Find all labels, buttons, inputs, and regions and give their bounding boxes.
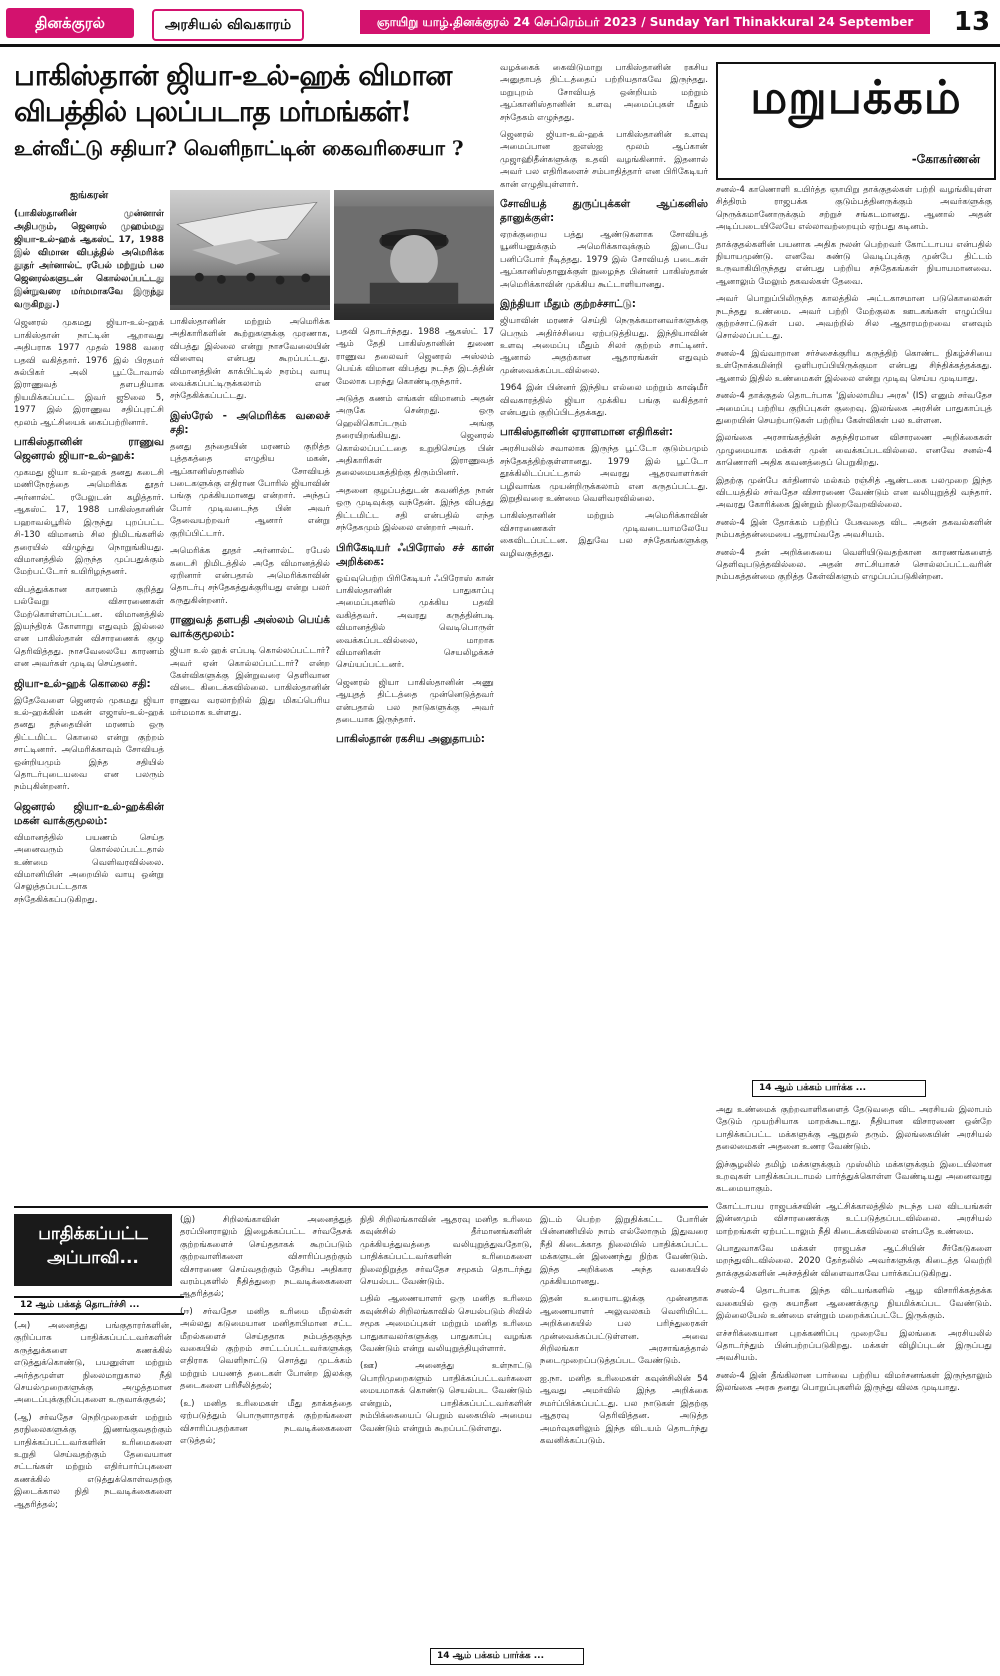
subheading: பாகிஸ்தானின் ஏராளமான எதிரிகள்: (500, 426, 673, 439)
bottom-column-3 (360, 1214, 532, 1644)
bottom-paragraph: (ஊ) அனைத்து உள்நாட்டு பொறிமுறைகளும் பாதிக்கப்பட்டவர்களை மையமாகக் கொண்டு செயல்பட வேண்டும் என்றும், பாதிக்கப்பட்டவர்களின் நம்பிக்கையைப் பெறும் வகையில் அமைய வேண்டும் என்றும் கூறப்பட்டுள்ளது. (360, 1361, 532, 1434)
opinion-paragraph: சனல்-4 தன் அறிக்கையை வெளியிடுவதற்கான காரணங்களைத் தெளிவுபடுத்தவில்லை. அதன் சாட்சியாகச் சொல்லப்பட்டவரின் நம்பகத்தன்மை குறித்த கேள்விகளும் எழுப்பப்படுகின்றன. (716, 547, 992, 583)
subheading: பாகிஸ்தான் ரகசிய அனுதாபம்: (336, 733, 486, 746)
article-column-4 (500, 62, 708, 1204)
headline-subtitle: உள்வீட்டு சதியா? வெளிநாட்டின் கைவரிசையா ? (14, 136, 464, 160)
continued-on-page-14-label: 14 ஆம் பக்கம் பார்க்க ... (752, 1080, 926, 1097)
article-paragraph: பாகிஸ்தானின் மற்றும் அமெரிக்க அதிகாரிகளின் கூற்றுகளுக்கு முரணாக, விபத்து இல்லை என்று நாசவேலையின் விளைவு என்பது கூறப்பட்டது. விமானத்தின் காக்பிட்டில் நரம்பு வாயு வைக்கப்பட்டிருக்கலாம் என சந்தேகிக்கப்பட்டது. (170, 317, 330, 402)
bottom-article-title-box (14, 1214, 172, 1286)
bottom-column-2 (180, 1214, 352, 1670)
article-paragraph: அதனை குழப்பத்துடன் கவனித்த நான் ஒரு முடிவுக்கு வந்தேன். இந்த விபத்து திட்டமிட்ட சதி என்பதில் எந்த சந்தேகமும் இல்லை என்றார் அவர். (336, 485, 494, 534)
bottom-paragraph: நிதி சிறிலங்காவின் ஆதரவு மனித உரிமை கவுன்சில் தீர்மானங்களின் முக்கியத்துவத்தை வலியுறுத்துவதோடு, பாதிக்கப்பட்டவர்களின் உரிமைகளை நிலைநிறுத்த சர்வதேச சமூகம் தொடர்ந்து செயல்பட வேண்டும். (360, 1215, 532, 1288)
opinion-paragraph: சனல்-4 காணொளி உயிர்த்த ஞாயிறு தாக்குதல்கள் பற்றி வழங்கியுள்ள சித்திரம் ராஜபக்க குடும்பத்தினருக்கும் அவர்களுக்கு நெருக்கமானோருக்கும் சற்றுச் சங்கடமானது. ஆனால் அதன் அடிப்படையிலேயே எல்லாவற்றையும் ஏற்பது கடினம். (716, 185, 992, 233)
continued-from-page-12-label: 12 ஆம் பக்கத் தொடர்ச்சி ... (14, 1296, 184, 1315)
subheading: ராணுவத் தளபதி அஸ்லம் பெய்க் வாக்குமூலம்: (170, 614, 330, 641)
article-paragraph: ஜெனரல் முகமது ஜியா-உல்-ஹக் பாகிஸ்தான் நாட்டின் ஆறாவது அதிபராக 1977 முதல் 1988 வரை பதவி வகித்தார். 1976 இல் பிரதமர் சுல்பிகர் அலி பூட்டோவால் இராணுவத் தளபதியாக நியமிக்கப்பட்ட இவர் ஜூலை 5, 1977 இல் இராணுவ சதிப்புரட்சி மூலம் ஆட்சியைக் கைப்பற்றினார். (14, 318, 164, 428)
article-paragraph: அரசியலில் சவாலாக இருந்த பூட்டோ குடும்பமும் சந்தேகத்திற்குள்ளானது. 1979 இல் பூட்டோ தூக்கிலிடப்பட்டதால் அவரது ஆதரவாளர்கள் பழிவாங்க முயன்றிருக்கலாம் என கருதப்பட்டது. இறுதிவரை உண்மை வெளிவரவில்லை. (500, 444, 708, 504)
opinion-paragraph: பொதுவாகவே மக்கள் ராஜபக்ச ஆட்சியின் சீர்கேடுகளை மறந்துவிடவில்லை. 2020 தேர்தலில் அவர்களுக்கு கிடைத்த வெற்றி தாக்குதல்களின் அச்சத்தின் விளைவாகவே பார்க்கப்படுகிறது. (716, 1244, 992, 1279)
header-rule (0, 44, 1000, 47)
bottom-paragraph: (அ) அனைத்து பங்குதாரர்களின், குறிப்பாக பாதிக்கப்பட்டவர்களின் கருத்துக்களை கணக்கில் எடுத்துக்கொண்டு, பயனுள்ள மற்றும் அர்த்தமுள்ள நிலைமாறுகால நீதி செயல்முறைகளுக்கு அழுத்தமான அடைப்புக்குறிப்புகளை உருவாக்குதல்; (14, 1321, 172, 1406)
bottom-paragraph: (ஈ) சர்வதேச மனித உரிமை மீறல்கள் அல்லது கடுமையான மனிதாபிமான சட்ட மீறல்களைச் செய்ததாக நம்பத்தகுந்த வகையில் குற்றம் சாட்டப்பட்டவர்களுக்கு எதிராக வெளிநாட்டு சொத்து முடக்கம் மற்றும் பயணத் தடைகள் போன்ற இலக்கு தடைகளை பரிசீலித்தல்; (180, 1306, 352, 1392)
article-paragraph: வழக்கைக் கைவிடுமாறு பாகிஸ்தானின் ரகசிய அனுதாபத் திட்டத்தைப் பற்றியதாகவே இருந்தது. மறுபுறம் சோவியத் ஒன்றியம் மற்றும் ஆப்கானிஸ்தானின் உளவு அமைப்புகள் மீதும் சந்தேகம் எழுந்தது. (500, 63, 708, 123)
article-paragraph: ஜெனரல் ஜியா-உல்-ஹக் பாகிஸ்தானின் உளவு அமைப்பான ஐஎஸ்ஐ மூலம் ஆப்கான் முஜாஹிதீன்களுக்கு உதவி வழங்கினார். இதனால் அவர் பல எதிரிகளைச் சம்பாதித்தார் என பிரிகேடியர் கான் எழுதியுள்ளார். (500, 130, 708, 190)
continued-on-page-14-label-bottom: 14 ஆம் பக்கம் பார்க்க ... (430, 1648, 584, 1665)
bottom-title-line-1: பாதிக்கப்பட்ட (38, 1224, 148, 1244)
general-portrait-photo (334, 190, 494, 320)
subheading: ஜியா-உல்-ஹக் கொலை சதி: (14, 677, 151, 690)
article-paragraph: 1964 இன் பின்னர் இந்திய எல்லை மற்றும் காஷ்மீர் விவகாரத்தில் ஜியா முக்கிய பங்கு வகித்தார் என்பதும் குறிப்பிடத்தக்கது. (500, 383, 708, 418)
bottom-paragraph: (ஆ) சர்வதேச நெறிமுறைகள் மற்றும் தரநிலைகளுக்கு இணங்குவதற்கும் பாதிக்கப்பட்டவர்களின் உரிமைகளை உறுதி செய்வதற்கும் தேவையான சட்டங்கள் மற்றும் எதிர்பார்ப்புகளை கணக்கில் எடுத்துக்கொள்வதற்கு இடைக்கால நிதி நடவடிக்கைகளை ஆதரித்தல்; (14, 1412, 172, 1510)
opinion-paragraph: சனல்-4 தாக்குதல் தொடர்பாக 'இஸ்லாமிய அரசு' (IS) எனும் சர்வதேச அமைப்பு பற்றிய குறிப்புகள் குறைவு. இலங்கை அரசின் பாதுகாப்புத் துறையின் செயற்பாடுகள் பற்றிய கேள்விகள் பல உள்ளன. (716, 391, 992, 426)
bottom-paragraph: (உ) மனித உரிமைகள் மீது தாக்கத்தை ஏற்படுத்தும் பொருளாதாரக் குற்றங்களை விசாரிப்பதற்கான நடவடிக்கைகளை எடுத்தல்; (180, 1398, 352, 1446)
article-intro: (பாகிஸ்தானின் முன்னாள் அதிபரும், ஜெனரல் முஹம்மது ஜியா-உல்-ஹக் ஆகஸ்ட் 17, 1988 இல் விமான விபத்தில் அமெரிக்க தூதர் அர்னால்ட் ரபேல் மற்றும் பல ஜெனரல்களுடன் கொல்லப்பட்டது இன்றுவரை மர்மமாகவே இருந்து வருகிறது.) (14, 209, 164, 311)
subheading: ஜெனரல் ஜியா-உல்-ஹக்கின் மகன் வாக்குமூலம்: (14, 800, 164, 827)
opinion-paragraph: சனல்-4 இன் தோக்கம் பற்றிப் பேசுவதை விட அதன் தகவல்களின் நம்பகத்தன்மையை ஆராய்வதே அவசியம். (716, 517, 992, 541)
article-paragraph: பாகிஸ்தானின் மற்றும் அமெரிக்காவின் விசாரணைகள் முடிவடையாமலேயே கைவிடப்பட்டன. இதுவே பல சந்தேகங்களுக்கு வழிவகுத்தது. (500, 511, 708, 559)
opinion-paragraph: சனல்-4 தொடர்பாக இந்த விடயங்களில் ஆழ விசாரிக்கத்தக்க வகையில் ஒரு சுயாதீன ஆணைக்குழு நியமிக்கப்பட வேண்டும். இல்லையேல் உண்மை என்றும் மறைக்கப்பட்டே இருக்கும். (716, 1286, 992, 1322)
column-author: -கோகர்ணன் (911, 152, 980, 166)
byline: ஐங்கரன் (69, 190, 109, 201)
opinion-paragraph: இதற்கு முன்பே கர்தினால் மல்கம் ரஞ்சித் ஆண்டகை பலமுறை இந்த விடயத்தில் சர்வதேச விசாரணை வேண்டும் என வலியுறுத்தி வந்தார். அவரது கோரிக்கை இன்றும் நிறைவேறவில்லை. (716, 475, 992, 511)
page-header (0, 0, 1000, 46)
article-paragraph: ஜெனரல் ஜியா பாகிஸ்தானின் அணு ஆயுதத் திட்டத்தை முன்னெடுத்தவர் என்பதால் பல நாடுகளுக்கு அவர் தடையாக இருந்தார். (336, 677, 494, 725)
bottom-paragraph: (இ) சிறிலங்காவின் அனைத்துத் தரப்பினராலும் இழைக்கப்பட்ட சர்வதேசக் குற்றங்களைச் செய்ததாகக் கூறப்படும் குற்றவாளிகளை விசாரிப்பதற்கும் விசாரணை செய்வதற்கும் தேசிய அதிகார வரம்புகளில் நீதித்துறை நடவடிக்கைகளை ஆதரித்தல்; (180, 1215, 352, 1300)
article-paragraph: ஜியா உல் ஹக் எப்படி கொல்லப்பட்டார்? அவர் ஏன் கொல்லப்பட்டார்? என்ற கேள்விகளுக்கு இன்றுவரை தெளிவான விடை கிடைக்கவில்லை. பாகிஸ்தானின் ராணுவ வரலாற்றில் இது மிகப்பெரிய மர்மமாக உள்ளது. (170, 646, 330, 719)
opinion-paragraph: சனல்-4 இவ்வாறான சர்ச்சைக்குரிய கருத்திற் கொண்ட நிகழ்ச்சியை உள்நோக்கமின்றி ஒளிபரப்பியிருக்குமா என்பது சிந்திக்கத்தக்கது. ஆனால் இதில் உண்மைகள் இல்லை என்று முடிவு செய்ய முடியாது. (716, 348, 992, 384)
section-label: அரசியல் விவகாரம் (152, 9, 304, 41)
article-paragraph: ஓய்வுபெற்ற பிரிகேடியர் ஃபிரோஸ் கான் பாகிஸ்தானின் பாதுகாப்பு அமைப்புகளில் முக்கிய பதவி வகித்தவர். அவரது கருத்தின்படி விமானத்தில் வெடிபொருள் வைக்கப்படவில்லை, மாறாக விமானிகள் செயலிழக்கச் செய்யப்பட்டனர். (336, 573, 494, 671)
dateline: ஞாயிறு யாழ்.தினக்குரல் 24 செப்ரெம்பர் 2023 / Sunday Yarl Thinakkural 24 September (360, 10, 930, 34)
page-number: 13 (953, 7, 991, 37)
article-paragraph: இதேவேளை ஜெனரல் முகமது ஜியா உல்-ஹக்கின் மகன் எஜாஸ்-உல்-ஹக் தனது தந்தையின் மரணம் ஒரு திட்டமிட்ட கொலை என்று குற்றம் சாட்டினார். அமெரிக்காவும் சோவியத் ஒன்றியமும் இந்த சதியில் தொடர்புடையவை என பலரும் நம்புகின்றனர். (14, 695, 164, 793)
bottom-section-rule (14, 1206, 708, 1208)
opinion-column-lower (716, 1104, 992, 1670)
bottom-paragraph: ஐ.நா. மனித உரிமைகள் கவுன்சிலின் 54 ஆவது அமர்வில் இந்த அறிக்கை சமர்ப்பிக்கப்பட்டது. பல நாடுகள் இதற்கு ஆதரவு தெரிவித்தன. அடுத்த அமர்வுகளிலும் இந்த விடயம் தொடர்ந்து கவனிக்கப்படும். (540, 1373, 708, 1446)
article-paragraph: அமெரிக்க தூதர் அர்னால்ட் ரபேல் கடைசி நிமிடத்தில் அதே விமானத்தில் ஏறினார் என்பதால் அமெரிக்காவின் தொடர்பு சந்தேகத்துக்குரியது என்று பலர் கருதுகின்றனர். (170, 546, 330, 606)
article-paragraph: ஜியாவின் மரணச் செய்தி நெருக்கமானவர்களுக்கு பெரும் அதிர்ச்சியை ஏற்படுத்தியது. இந்தியாவின் உளவு அமைப்பு மீதும் சிலர் குற்றம் சாட்டினர். ஆனால் அதற்கான ஆதாரங்கள் எதுவும் முன்வைக்கப்படவில்லை. (500, 316, 708, 376)
opinion-paragraph: அது உண்மைக் குற்றவாளிகளைத் தேடுவதை விட அரசியல் இலாபம் தேடும் முயற்சியாக மாறக்கூடாது. நீதியான விசாரணை ஒன்றே பாதிக்கப்பட்ட மக்களுக்கு ஆறுதல் தரும். இலங்கையின் அரசியல் தலைமைகள் அதனை உணர வேண்டும். (716, 1105, 992, 1153)
article-paragraph: தனது தந்தையின் மரணம் குறித்த புத்தகத்தை எழுதிய மகன், ஆப்கானிஸ்தானில் சோவியத் படைகளுக்கு எதிரான போரில் ஜியாவின் பங்கு முக்கியமானது என்றார். அந்தப் போர் முடிவடைந்த பின் அவர் தேவையற்றவர் ஆனார் என்று குறிப்பிட்டார். (170, 441, 330, 539)
subheading: சோவியத் துருப்புக்கள் ஆப்கனிஸ் தானுக்குள்: (500, 198, 708, 225)
article-paragraph: விபத்துக்கான காரணம் குறித்து பல்வேறு விசாரணைகள் மேற்கொள்ளப்பட்டன. விமானத்தில் இயந்திரக் கோளாறு எதுவும் இல்லை என பாகிஸ்தான் விசாரணைக் குழு தெரிவித்தது. நாசவேலையே காரணம் என அவர்கள் முடிவு செய்தனர். (14, 584, 164, 670)
bottom-paragraph: பதில் ஆணையாளர் ஒரு மனித உரிமை கவுன்சில் சிறிலங்காவில் செயல்படும் சிவில் சமூக அமைப்புகள் மற்றும் மனித உரிமை பாதுகாவலர்களுக்கு பாதுகாப்பு வழங்க வேண்டும் என்று வலியுறுத்தியுள்ளார். (360, 1294, 532, 1355)
article-paragraph: பதவி தொடர்ந்தது. 1988 ஆகஸ்ட் 17 ஆம் தேதி பாகிஸ்தானின் துணை ராணுவ தலைவர் ஜெனரல் அஸ்லம் பெய்க் விமான விபத்து நடந்த இடத்தின் மேலாக பறந்து கொண்டிருந்தார். (336, 327, 494, 387)
bottom-column-1 (14, 1320, 172, 1670)
opinion-paragraph: எச்சரிக்கையான புறக்கணிப்பு முறையே இலங்கை அரசியலில் தொடர்ந்தும் பின்பற்றப்படுகிறது. மக்கள் விழிப்புடன் இருப்பது அவசியம். (716, 1328, 992, 1364)
article-headline (14, 58, 494, 162)
headline-line-2: விபத்தில் புலப்படாத மர்மங்கள்! (14, 95, 412, 128)
bottom-column-4 (540, 1214, 708, 1670)
opinion-paragraph: இலங்கை அரசாங்கத்தின் சுதந்திரமான விசாரணை அறிக்கைகள் முழுமையாக மக்கள் முன் வைக்கப்படவில்லை. எனவே சனல்-4 காணொளி அதிக கவனத்தைப் பெறுகிறது. (716, 433, 992, 469)
opinion-paragraph: அவர் பொறுப்பிலிருந்த காலத்தில் அட்டகாசமான படுகொலைகள் நடந்தது உண்மை. அவர் பற்றி மேற்குலக ஊடகங்கள் எழுப்பிய குற்றச்சாட்டுகள் பல. அவற்றில் சில ஆதாரமற்றவை எனவும் சொல்லப்பட்டது. (716, 294, 992, 342)
masthead-logo: தினக்குரல் (6, 8, 134, 38)
bottom-title-line-2: அப்பாவி... (47, 1248, 139, 1268)
bottom-paragraph: இதன் உரையாடலுக்கு முன்னதாக ஆணையாளர் அலுவலகம் வெளியிட்ட அறிக்கையில் பல பரிந்துரைகள் முன்வைக்கப்பட்டுள்ளன. அவை சிறிலங்கா அரசாங்கத்தால் நடைமுறைப்படுத்தப்பட வேண்டும். (540, 1294, 708, 1367)
subheading: பாகிஸ்தானின் ராணுவ ஜெனரல் ஜியா-உல்-ஹக்: (14, 436, 164, 463)
opinion-column-upper (716, 184, 992, 1074)
article-paragraph: முகமது ஜியா உல்-ஹக் தனது கடைசி மணிநேரத்தை அமெரிக்க தூதர் அர்னால்ட் ரபேலுடன் கழித்தார். ஆகஸ்ட் 17, 1988 பாகிஸ்தானின் பஹாவல்பூரில் இருந்து புறப்பட்ட சி-130 விமானம் சில நிமிடங்களில் தரையில் விழுந்து நொறுங்கியது. விமானத்தில் இருந்த முப்பதுக்கும் மேற்பட்டோர் உயிரிழந்தனர். (14, 468, 164, 578)
opinion-paragraph: தாக்குதல்களின் பயனாக அதிக நலன் பெற்றவர் கோட்டாபய என்பதில் நியாயமுண்டு. எனவே சுண்டு வெடிப்புக்கு முன்பே திட்டம் உருவாகியிருந்தது என்பது பற்றிய சந்தேகங்கள் நியாயமானவை. ஆனாலும் மேலும் தகவல்கள் தேவை. (716, 239, 992, 287)
column-title: மறுபக்கம் (750, 70, 962, 124)
subheading: இஸ்ரேல் - அமெரிக்க வலைச் சதி: (170, 409, 330, 436)
subheading: பிரிகேடியர் ஃபிரோஸ் சச் கான் அறிக்கை: (336, 541, 494, 568)
article-column-2 (170, 316, 330, 1200)
article-paragraph: அடுத்த கணம் எங்கள் விமானம் அதன் அருகே சென்றது. ஒரு ஹெலிகொப்டரும் அங்கு தரையிறங்கியது. ஜெனரல் கொல்லப்பட்டதை உறுதிசெய்த பின் அதிகாரிகள் இராணுவத் தலைமையகத்திற்கு திரும்பினர். (336, 394, 494, 479)
article-paragraph: ஏறக்குறைய பத்து ஆண்டுகளாக சோவியத் யூனியனுக்கும் அமெரிக்காவுக்கும் இடையே பனிப்போர் நீடித்தது. 1979 இல் சோவியத் படைகள் ஆப்கானிஸ்தானுக்குள் நுழைந்த பின்னர் பாகிஸ்தான் அமெரிக்காவின் முக்கிய கூட்டாளியானது. (500, 230, 708, 290)
opinion-paragraph: இச்சூழலில் தமிழ் மக்களுக்கும் முஸ்லிம் மக்களுக்கும் இடையிலான உறவுகள் பாதிக்கப்படாமல் பார்த்துக்கொள்ள வேண்டியது அனைவரது கடமையாகும். (716, 1159, 992, 1195)
article-column-3 (336, 326, 494, 1200)
bottom-paragraph: இடம் பெற்ற இறுதிக்கட்ட போரின் பின்னணியில் நாம் எல்லோரும் இதுவரை நீதி கிடைக்காத நிலையில் பாதிக்கப்பட்ட மக்களுடன் இணைந்து நிற்க வேண்டும். இந்த அறிக்கை அந்த வகையில் முக்கியமானது. (540, 1215, 708, 1288)
headline-line-1: பாகிஸ்தான் ஜியா-உல்-ஹக் விமான (14, 59, 452, 92)
subheading: இந்தியா மீதும் குற்றச்சாட்டு: (500, 298, 636, 311)
column-title-box (716, 62, 996, 180)
article-paragraph: விமானத்தில் பயணம் செய்த அனைவரும் கொல்லப்பட்டதால் உண்மை வெளிவரவில்லை. விமானியின் அறையில் வாயு ஒன்று செலுத்தப்பட்டதாக சந்தேகிக்கப்படுகிறது. (14, 832, 164, 905)
opinion-paragraph: கோட்டாபய ராஜபக்சவின் ஆட்சிக்காலத்தில் நடந்த பல விடயங்கள் இன்னமும் விசாரணைக்கு உட்படுத்தப்படவில்லை. அரசியல் மாற்றங்கள் ஏற்பட்டாலும் நீதி கிடைக்கவில்லை என்பதே உண்மை. (716, 1201, 992, 1237)
article-column-1 (14, 190, 164, 1200)
opinion-paragraph: சனல்-4 இன் தீங்கிலான பார்வை பற்றிய விமர்சனங்கள் இருந்தாலும் இலங்கை அரசு தனது பொறுப்புகளில் இருந்து விலக முடியாது. (716, 1370, 992, 1394)
plane-crash-photo (170, 190, 330, 310)
